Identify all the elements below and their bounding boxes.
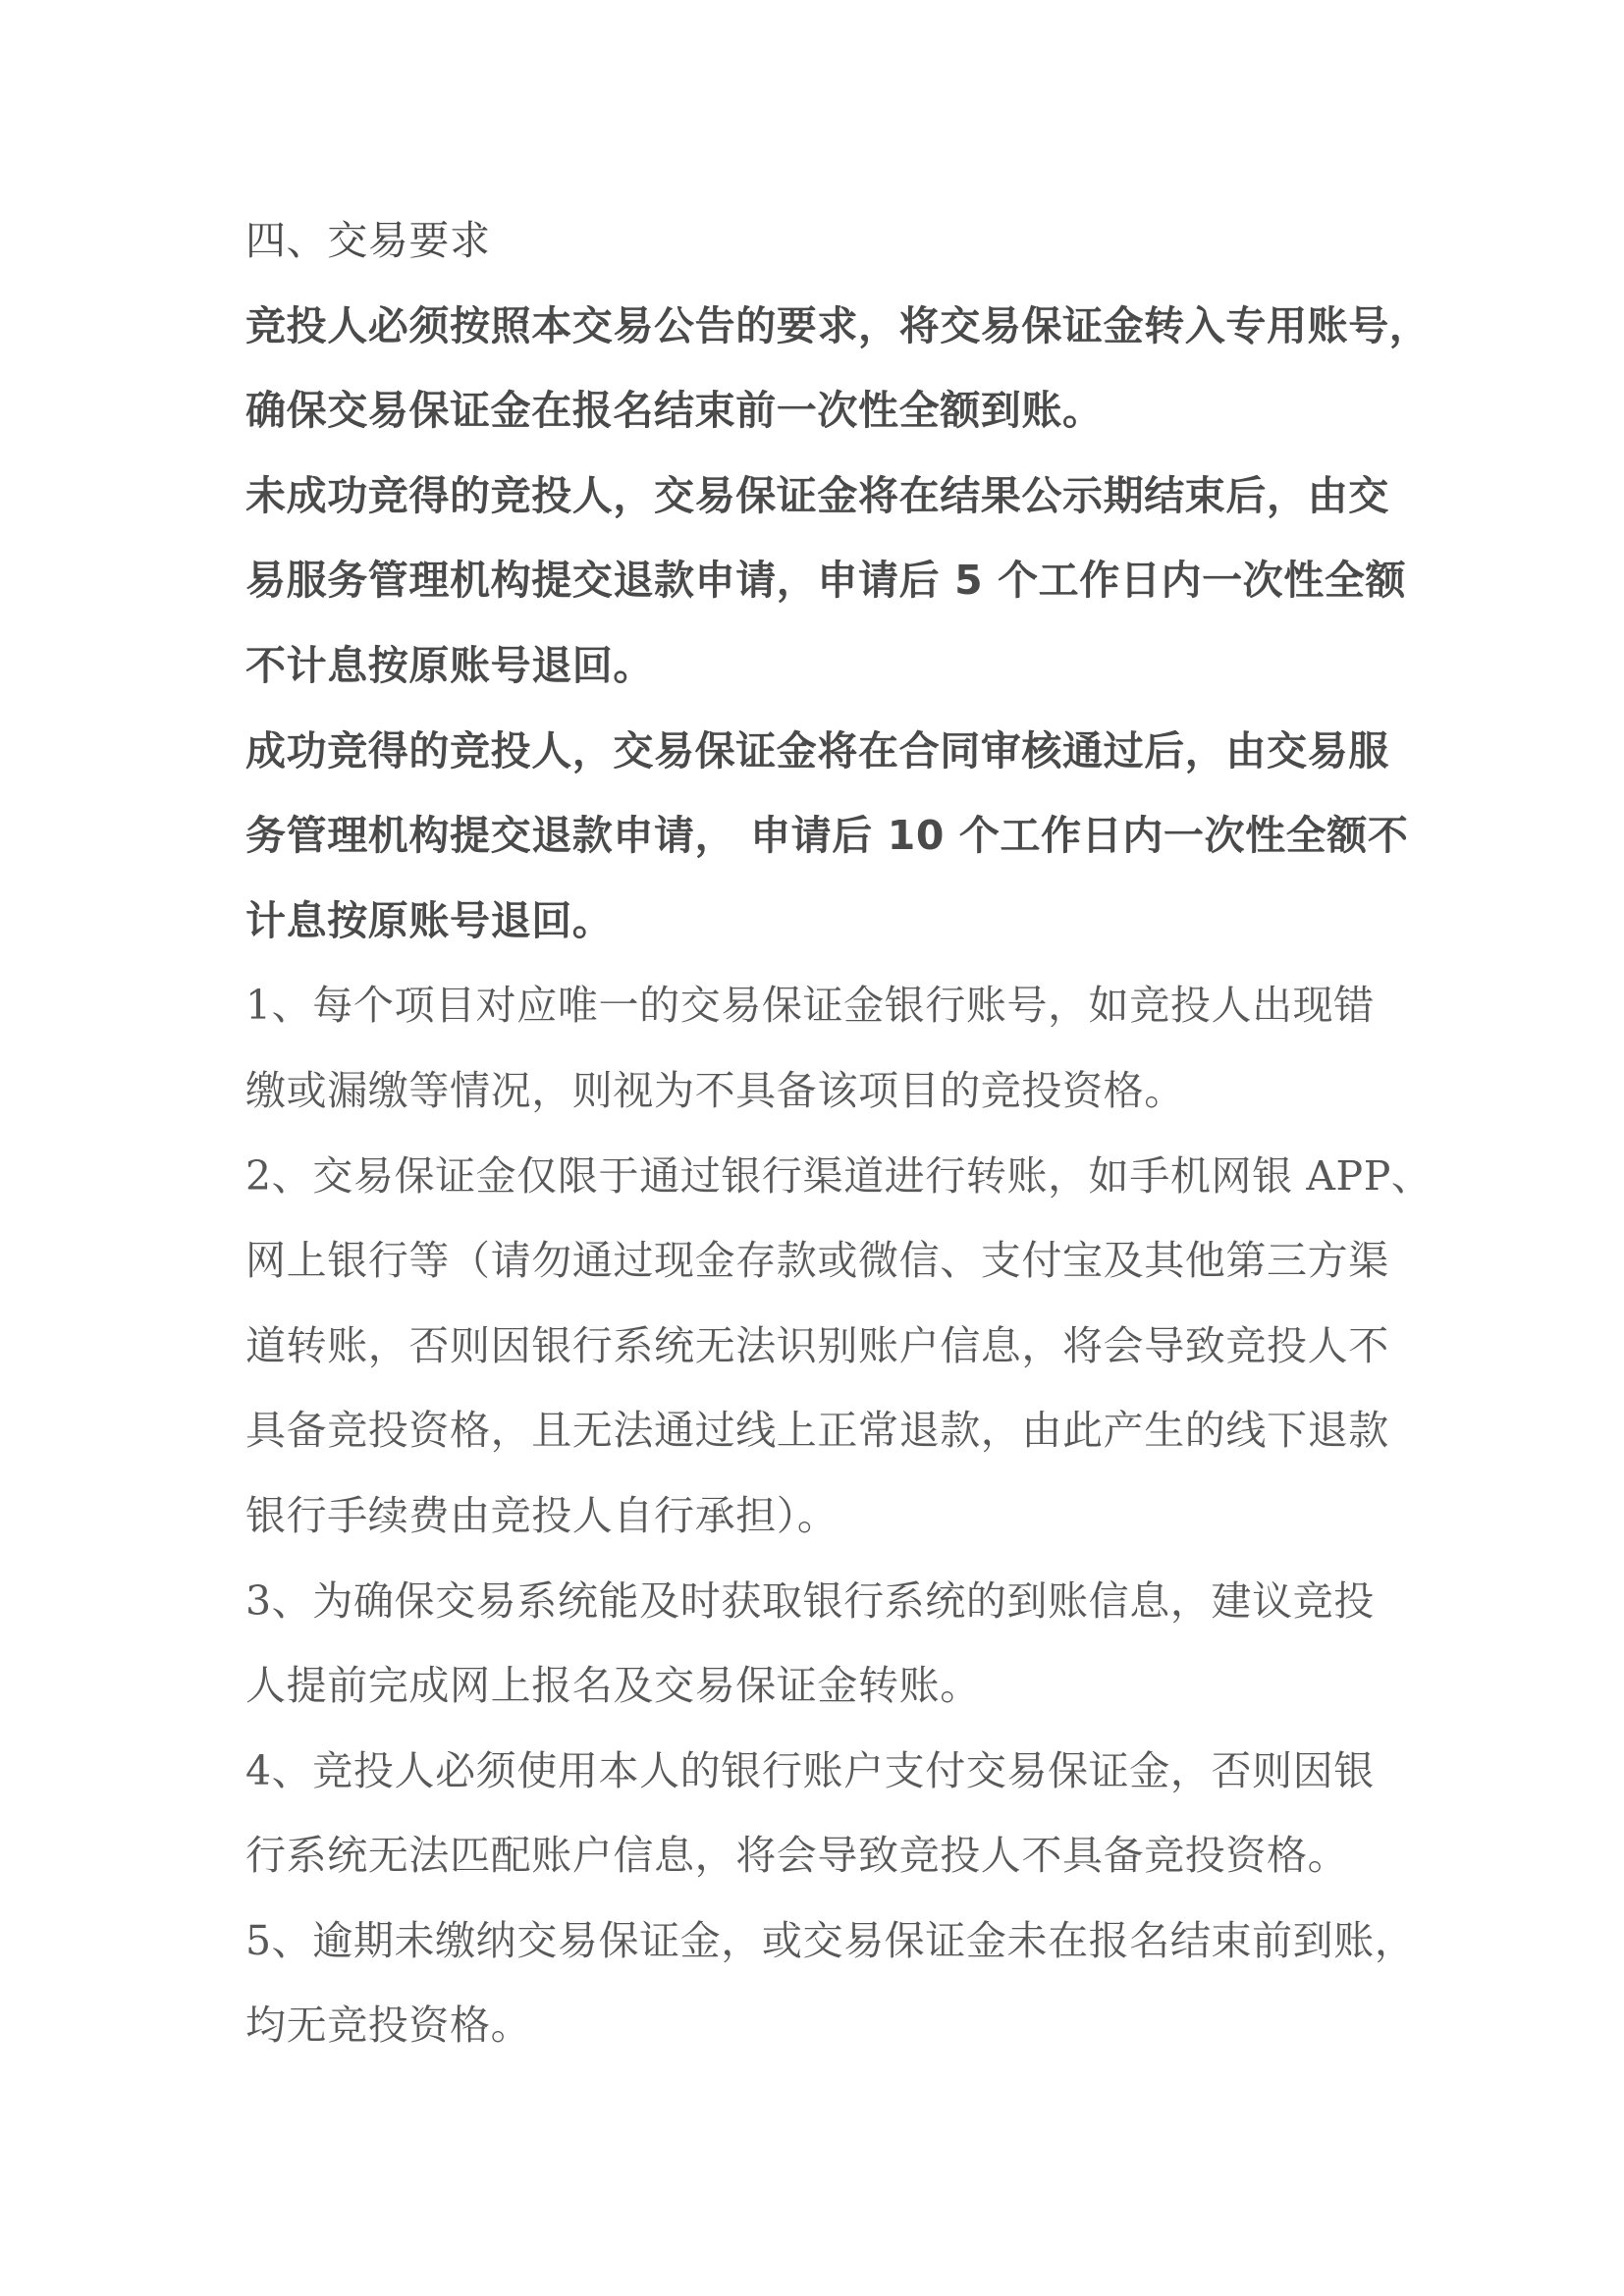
paragraph-line: 确保交易保证金在报名结束前一次性全额到账。 <box>245 387 1104 435</box>
list-item-line: 行系统无法匹配账户信息，将会导致竞投人不具备竞投资格。 <box>245 1832 1349 1880</box>
list-item-line: 均无竞投资格。 <box>245 2002 532 2050</box>
bold-paragraph-deposit-requirement <box>245 284 1431 454</box>
list-item-line: 道转账，否则因银行系统无法识别账户信息，将会导致竞投人不 <box>245 1321 1389 1369</box>
list-item-line: 5、逾期未缴纳交易保证金，或交易保证金未在报名结束前到账， <box>245 1916 1416 1964</box>
list-item-2 <box>245 1134 1433 1559</box>
list-item-line: 具备竞投资格，且无法通过线上正常退款，由此产生的线下退款 <box>245 1407 1389 1455</box>
list-item-line: 缴或漏缴等情况，则视为不具备该项目的竞投资格。 <box>245 1066 1185 1114</box>
list-item-3 <box>245 1559 1394 1729</box>
paragraph-line: 易服务管理机构提交退款申请，申请后 5 个工作日内一次性全额 <box>245 557 1407 605</box>
list-item-5 <box>245 1898 1416 2068</box>
list-item-line: 4、竞投人必须使用本人的银行账户支付交易保证金，否则因银 <box>245 1746 1375 1794</box>
list-item-1 <box>245 963 1394 1133</box>
list-item-line: 1、每个项目对应唯一的交易保证金银行账号，如竞投人出现错 <box>245 982 1375 1030</box>
list-item-line: 3、为确保交易系统能及时获取银行系统的到账信息，建议竞投 <box>245 1576 1375 1625</box>
paragraph-line: 务管理机构提交退款申请， 申请后 10 个工作日内一次性全额不 <box>245 812 1409 860</box>
section-heading: 四、交易要求 <box>245 217 491 264</box>
paragraph-line: 不计息按原账号退回。 <box>245 641 654 689</box>
document-page <box>245 198 1433 2068</box>
list-item-line: 2、交易保证金仅限于通过银行渠道进行转账，如手机网银 APP、 <box>245 1151 1433 1200</box>
list-item-line: 网上银行等（请勿通过现金存款或微信、支付宝及其他第三方渠 <box>245 1237 1389 1285</box>
paragraph-line: 成功竞得的竞投人，交易保证金将在合同审核通过后，由交易服 <box>245 726 1389 774</box>
paragraph-line: 计息按原账号退回。 <box>245 896 614 944</box>
list-item-line: 人提前完成网上报名及交易保证金转账。 <box>245 1662 981 1710</box>
list-item-line: 银行手续费由竞投人自行承担）。 <box>245 1491 839 1539</box>
paragraph-line: 未成功竞得的竞投人，交易保证金将在结果公示期结束后，由交 <box>245 471 1389 519</box>
bold-paragraph-unsuccessful-refund <box>245 454 1407 709</box>
list-item-4 <box>245 1729 1394 1898</box>
paragraph-line: 竞投人必须按照本交易公告的要求，将交易保证金转入专用账号， <box>245 301 1431 349</box>
bold-paragraph-successful-refund <box>245 709 1409 964</box>
